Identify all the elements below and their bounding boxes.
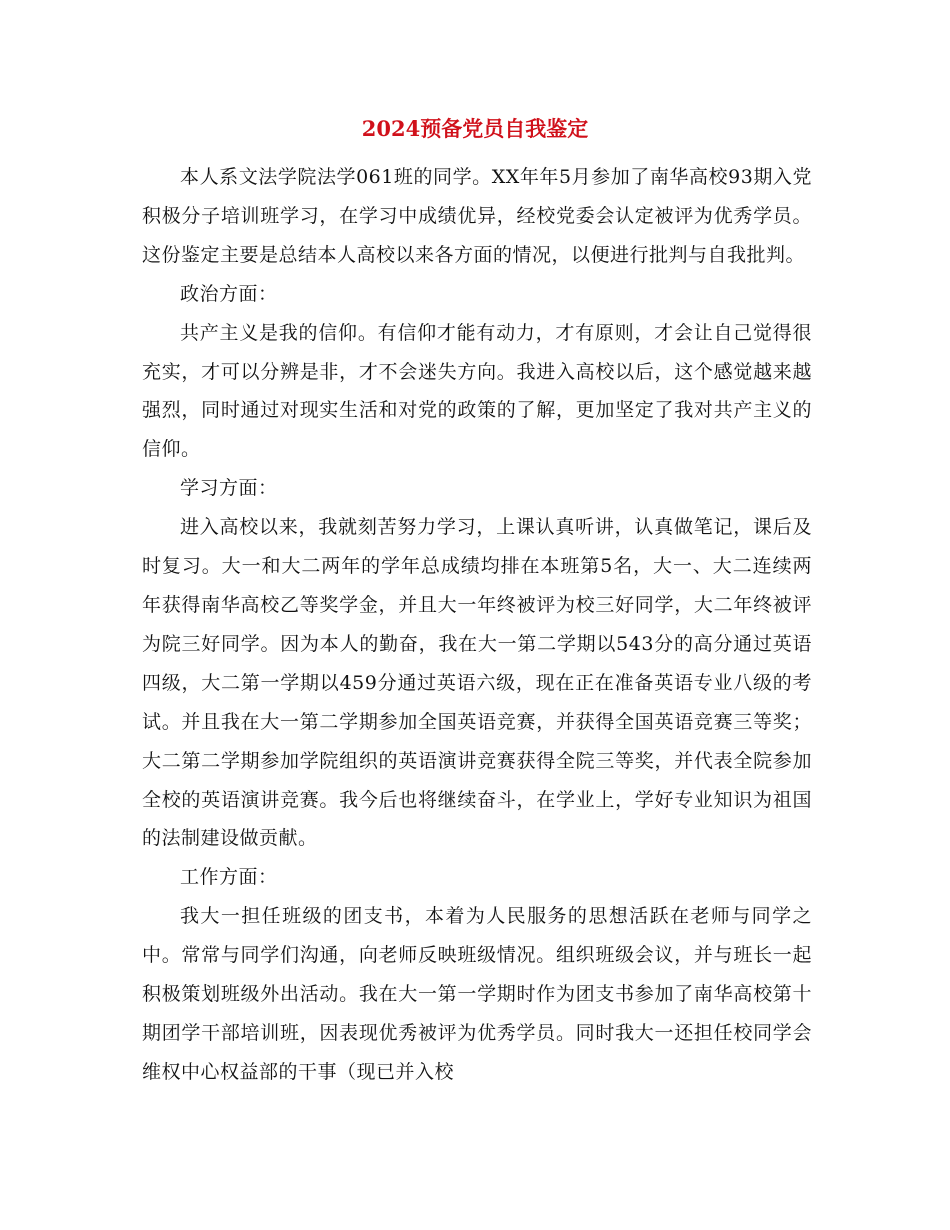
document-body <box>142 158 812 1092</box>
intro-paragraph: 本人系文法学院法学061班的同学。XX年年5月参加了南华高校93期入党积极分子培训班学习，在学习中成绩优异，经校党委会认定被评为优秀学员。这份鉴定主要是总结本人高校以来各方面的情况，以便进行批判与自我批判。 <box>142 166 812 266</box>
section-heading-work: 工作方面： <box>180 866 278 889</box>
section-heading-study: 学习方面： <box>180 477 278 500</box>
section-heading-politics: 政治方面： <box>180 282 278 305</box>
politics-paragraph: 共产主义是我的信仰。有信仰才能有动力，才有原则，才会让自己觉得很充实，才可以分辨是非，才不会迷失方向。我进入高校以后，这个感觉越来越强烈，同时通过对现实生活和对党的政策的了解，更加坚定了我对共产主义的信仰。 <box>142 321 812 461</box>
document-title: 2024预备党员自我鉴定 <box>361 116 589 141</box>
work-paragraph: 我大一担任班级的团支书，本着为人民服务的思想活跃在老师与同学之中。常常与同学们沟通，向老师反映班级情况。组织班级会议，并与班长一起积极策划班级外出活动。我在大一第一学期时作为团支书参加了南华高校第十期团学干部培训班，因表现优秀被评为优秀学员。同时我大一还担任校同学会维权中心权益部的干事（现已并入校 <box>142 905 812 1083</box>
study-paragraph: 进入高校以来，我就刻苦努力学习，上课认真听讲，认真做笔记，课后及时复习。大一和大二两年的学年总成绩均排在本班第5名，大一、大二连续两年获得南华高校乙等奖学金，并且大一年终被评为校三好同学，大二年终被评为院三好同学。因为本人的勤奋，我在大一第二学期以543分的高分通过英语四级，大二第一学期以459分通过英语六级，现在正在准备英语专业八级的考试。并且我在大一第二学期参加全国英语竞赛，并获得全国英语竞赛三等奖；大二第二学期参加学院组织的英语演讲竞赛获得全院三等奖，并代表全院参加全校的英语演讲竞赛。我今后也将继续奋斗，在学业上，学好专业知识为祖国的法制建设做贡献。 <box>142 516 812 850</box>
